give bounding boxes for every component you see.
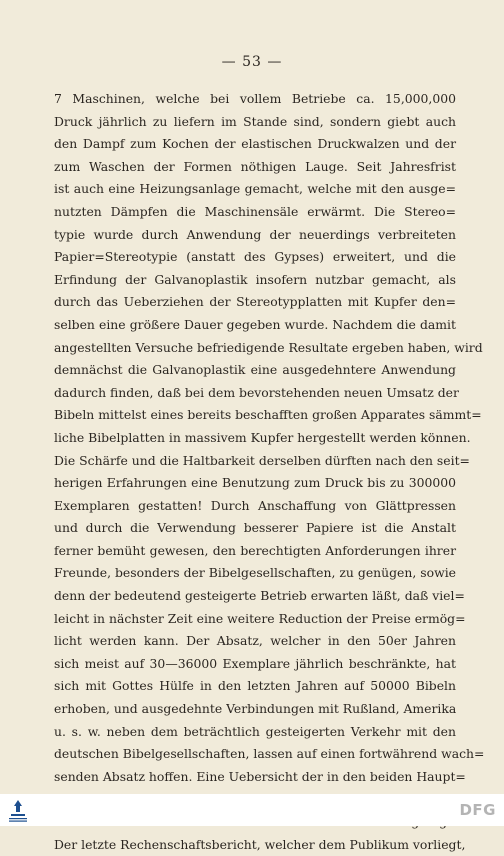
page-number: — 53 — (221, 54, 283, 70)
text-line: angestellten Versuche befriedigende Resultate ergeben haben, wird (54, 339, 483, 355)
text-line: Exemplaren gestatten! Durch Anschaffung von Glättpressen (54, 497, 456, 513)
text-line: 7 Maschinen, welche bei vollem Betriebe ca. 15,000,000 (54, 91, 456, 106)
text-line: ferner bemüht gewesen, den berechtigten Anforderungen ihrer (54, 542, 456, 558)
text-line: sich meist auf 30—36000 Exemplare jährlich beschränkte, hat (54, 655, 456, 671)
text-line: u. s. w. neben dem beträchtlich gesteigerten Verkehr mit den (54, 723, 456, 739)
viewer-footer (0, 794, 504, 826)
text-line: den Dampf zum Kochen der elastischen Druckwalzen und der (54, 136, 456, 152)
text-line: Druck jährlich zu liefern im Stande sind, sondern giebt auch (54, 113, 456, 129)
dfg-logo: DFG (459, 801, 496, 819)
text-line: Bibeln mittelst eines bereits beschafften großen Apparates sämmt= (54, 407, 482, 423)
text-line: und durch die Verwendung besserer Papiere ist die Anstalt (54, 520, 456, 536)
text-line: sich mit Gottes Hülfe in den letzten Jahren auf 50000 Bibeln (54, 678, 456, 694)
text-line: ist auch eine Heizungsanlage gemacht, welche mit den ausge= (54, 181, 456, 197)
text-line: licht werden kann. Der Absatz, welcher in den 50er Jahren (54, 633, 456, 649)
text-line: herigen Erfahrungen eine Benutzung zum Druck bis zu 300000 (54, 475, 456, 491)
text-line: demnächst die Galvanoplastik eine ausgedehntere Anwendung (54, 362, 456, 378)
text-line: Papier=Stereotypie (anstatt des Gypses) erweitert, und die (54, 249, 456, 265)
text-line: denn der bedeutend gesteigerte Betrieb erwarten läßt, daß viel= (54, 588, 465, 604)
library-logo-icon (4, 796, 32, 824)
text-line: durch das Ueberziehen der Stereotypplatten mit Kupfer den= (54, 294, 456, 310)
text-line: selben eine größere Dauer gegeben wurde. Nachdem die damit (54, 316, 456, 332)
text-line: Erfindung der Galvanoplastik insofern nutzbar gemacht, als (54, 271, 456, 287)
text-line: dadurch finden, daß bei dem bevorstehenden neuen Umsatz der (54, 384, 459, 400)
text-line: senden Absatz hoffen. Eine Uebersicht der in den beiden Haupt= (54, 768, 466, 784)
text-line: leicht in nächster Zeit eine weitere Reduction der Preise ermög= (54, 610, 466, 626)
text-line: typie wurde durch Anwendung der neuerdings verbreiteten (54, 226, 456, 242)
text-line: deutschen Bibelgesellschaften, lassen auf einen fortwährend wach= (54, 746, 485, 762)
text-line: Freunde, besonders der Bibelgesellschaften, zu genügen, sowie (54, 565, 456, 581)
text-line: liche Bibelplatten in massivem Kupfer hergestellt werden können. (54, 429, 471, 445)
text-line: erhoben, und ausgedehnte Verbindungen mit Rußland, Amerika (54, 701, 457, 717)
text-line: zum Waschen der Formen nöthigen Lauge. Seit Jahresfrist (54, 158, 456, 174)
text-line: Der letzte Rechenschaftsbericht, welcher dem Publikum vorliegt, (54, 836, 466, 852)
text-line: nutzten Dämpfen die Maschinensäle erwärmt. Die Stereo= (54, 203, 456, 219)
text-line: Die Schärfe und die Haltbarkeit derselben dürften nach den seit= (54, 452, 470, 468)
